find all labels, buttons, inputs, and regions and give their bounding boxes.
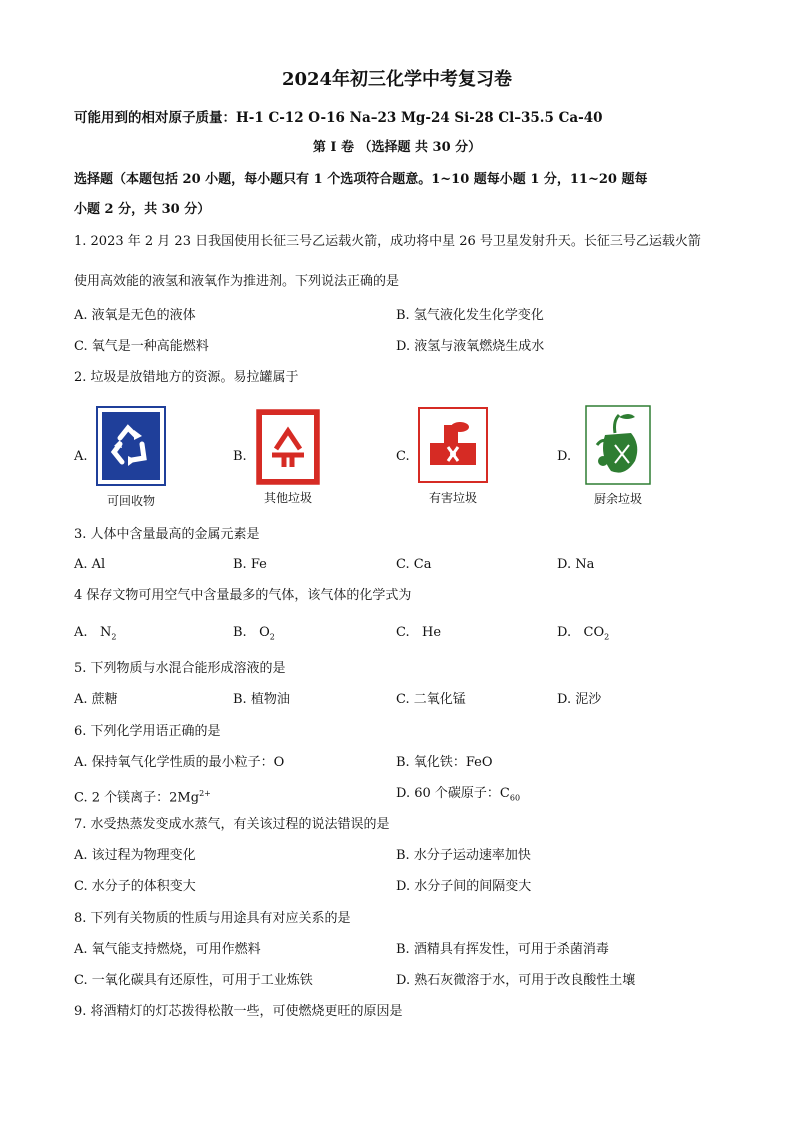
q4-option-c[interactable]: [396, 623, 441, 643]
q4-option-b-letter: B.: [233, 625, 247, 640]
q8-option-b[interactable]: B. 酒精具有挥发性，可用于杀菌消毒: [396, 942, 609, 957]
q6-option-c[interactable]: [74, 784, 211, 808]
q6-option-c-sup: 2+: [199, 789, 211, 798]
q3-option-a[interactable]: A. Al: [74, 557, 106, 572]
q6-option-d[interactable]: [396, 784, 520, 809]
q4-option-b-sub: 2: [269, 632, 275, 642]
q1-stem-line-2: 使用高效能的液氢和液氧作为推进剂。下列说法正确的是: [74, 274, 400, 289]
q2-caption-hazardous: 有害垃圾: [428, 491, 477, 505]
q5-option-b[interactable]: B. 植物油: [233, 692, 290, 707]
q7-option-d[interactable]: D. 水分子间的间隔变大: [396, 879, 532, 894]
q2-caption-recyclable: 可回收物: [106, 494, 155, 508]
q5-option-d[interactable]: D. 泥沙: [557, 692, 602, 707]
q8-option-c[interactable]: C. 一氧化碳具有还原性，可用于工业炼铁: [74, 973, 313, 988]
q4-option-a-formula: N: [99, 625, 112, 640]
q2-option-a-letter[interactable]: A.: [74, 449, 88, 464]
q7-option-b[interactable]: B. 水分子运动速率加快: [396, 848, 531, 863]
q4-stem: 4 保存文物可用空气中含量最多的气体，该气体的化学式为: [74, 588, 412, 603]
q4-option-a-sub: 2: [111, 632, 117, 642]
q9-stem: 9. 将酒精灯的灯芯拨得松散一些，可使燃烧更旺的原因是: [74, 1004, 403, 1019]
q2-caption-kitchen: 厨余垃圾: [593, 492, 642, 506]
q7-option-c[interactable]: C. 水分子的体积变大: [74, 879, 196, 894]
instructions-line-1: 选择题（本题包括 20 小题，每小题只有 1 个选项符合题意。1~10 题每小题 1 分，11~20 题每: [74, 172, 648, 187]
kitchen-waste-icon[interactable]: [585, 405, 651, 485]
q6-stem: 6. 下列化学用语正确的是: [74, 724, 221, 739]
q6-option-d-text: D. 60 个碳原子：C: [396, 786, 510, 801]
q5-option-c[interactable]: C. 二氧化锰: [396, 692, 466, 707]
q2-caption-other: 其他垃圾: [263, 491, 312, 505]
q5-option-a[interactable]: A. 蔗糖: [74, 692, 118, 707]
q3-option-d[interactable]: D. Na: [557, 557, 595, 572]
q6-option-b[interactable]: B. 氧化铁：FeO: [396, 755, 493, 770]
q4-option-d[interactable]: [557, 623, 609, 648]
q5-stem: 5. 下列物质与水混合能形成溶液的是: [74, 661, 286, 676]
q1-stem-line-1: 1. 2023 年 2 月 23 日我国使用长征三号乙运载火箭，成功将中星 26 号卫星发射升天。长征三号乙运载火箭: [74, 234, 701, 249]
q3-option-c[interactable]: C. Ca: [396, 557, 432, 572]
q4-option-d-sub: 2: [604, 632, 610, 642]
q4-option-c-formula: He: [422, 625, 442, 640]
hazardous-waste-icon[interactable]: [418, 407, 488, 483]
other-waste-icon[interactable]: [256, 409, 320, 485]
q4-option-b[interactable]: [233, 623, 275, 648]
q8-option-d[interactable]: D. 熟石灰微溶于水，可用于改良酸性土壤: [396, 973, 636, 988]
q3-stem: 3. 人体中含量最高的金属元素是: [74, 527, 260, 542]
q4-option-d-formula: CO: [583, 625, 605, 640]
q2-option-b-letter[interactable]: B.: [233, 449, 247, 464]
q7-stem: 7. 水受热蒸发变成水蒸气，有关该过程的说法错误的是: [74, 817, 390, 832]
atomic-masses: 可能用到的相对原子质量：H-1 C-12 O-16 Na–23 Mg-24 Si-28 Cl–35.5 Ca-40: [74, 110, 603, 126]
q1-option-b[interactable]: B. 氢气液化发生化学变化: [396, 308, 544, 323]
recycle-icon[interactable]: [96, 406, 166, 486]
q4-option-a[interactable]: [74, 623, 116, 648]
q1-option-c[interactable]: C. 氧气是一种高能燃料: [74, 339, 209, 354]
q1-option-d[interactable]: D. 液氢与液氧燃烧生成水: [396, 339, 545, 354]
q3-option-b[interactable]: B. Fe: [233, 557, 267, 572]
q4-option-b-formula: O: [259, 625, 270, 640]
q4-option-c-letter: C.: [396, 625, 410, 640]
q1-option-a[interactable]: A. 液氧是无色的液体: [74, 308, 196, 323]
q8-option-a[interactable]: A. 氧气能支持燃烧，可用作燃料: [74, 942, 261, 957]
q4-option-d-letter: D.: [557, 625, 572, 640]
q4-option-a-letter: A.: [74, 625, 88, 640]
q6-option-a[interactable]: A. 保持氧气化学性质的最小粒子：O: [74, 755, 285, 770]
section-title: 第 I 卷 （选择题 共 30 分）: [312, 140, 482, 155]
q6-option-d-sub: 60: [509, 793, 521, 803]
instructions-line-2: 小题 2 分，共 30 分）: [74, 202, 211, 217]
q2-option-d-letter[interactable]: D.: [557, 449, 572, 464]
page-title: 2024年初三化学中考复习卷: [281, 69, 513, 90]
q7-option-a[interactable]: A. 该过程为物理变化: [74, 848, 196, 863]
q8-stem: 8. 下列有关物质的性质与用途具有对应关系的是: [74, 911, 351, 926]
q2-stem: 2. 垃圾是放错地方的资源。易拉罐属于: [74, 370, 299, 385]
q6-option-c-text: C. 2 个镁离子：2Mg: [74, 790, 200, 806]
q2-option-c-letter[interactable]: C.: [396, 449, 410, 464]
